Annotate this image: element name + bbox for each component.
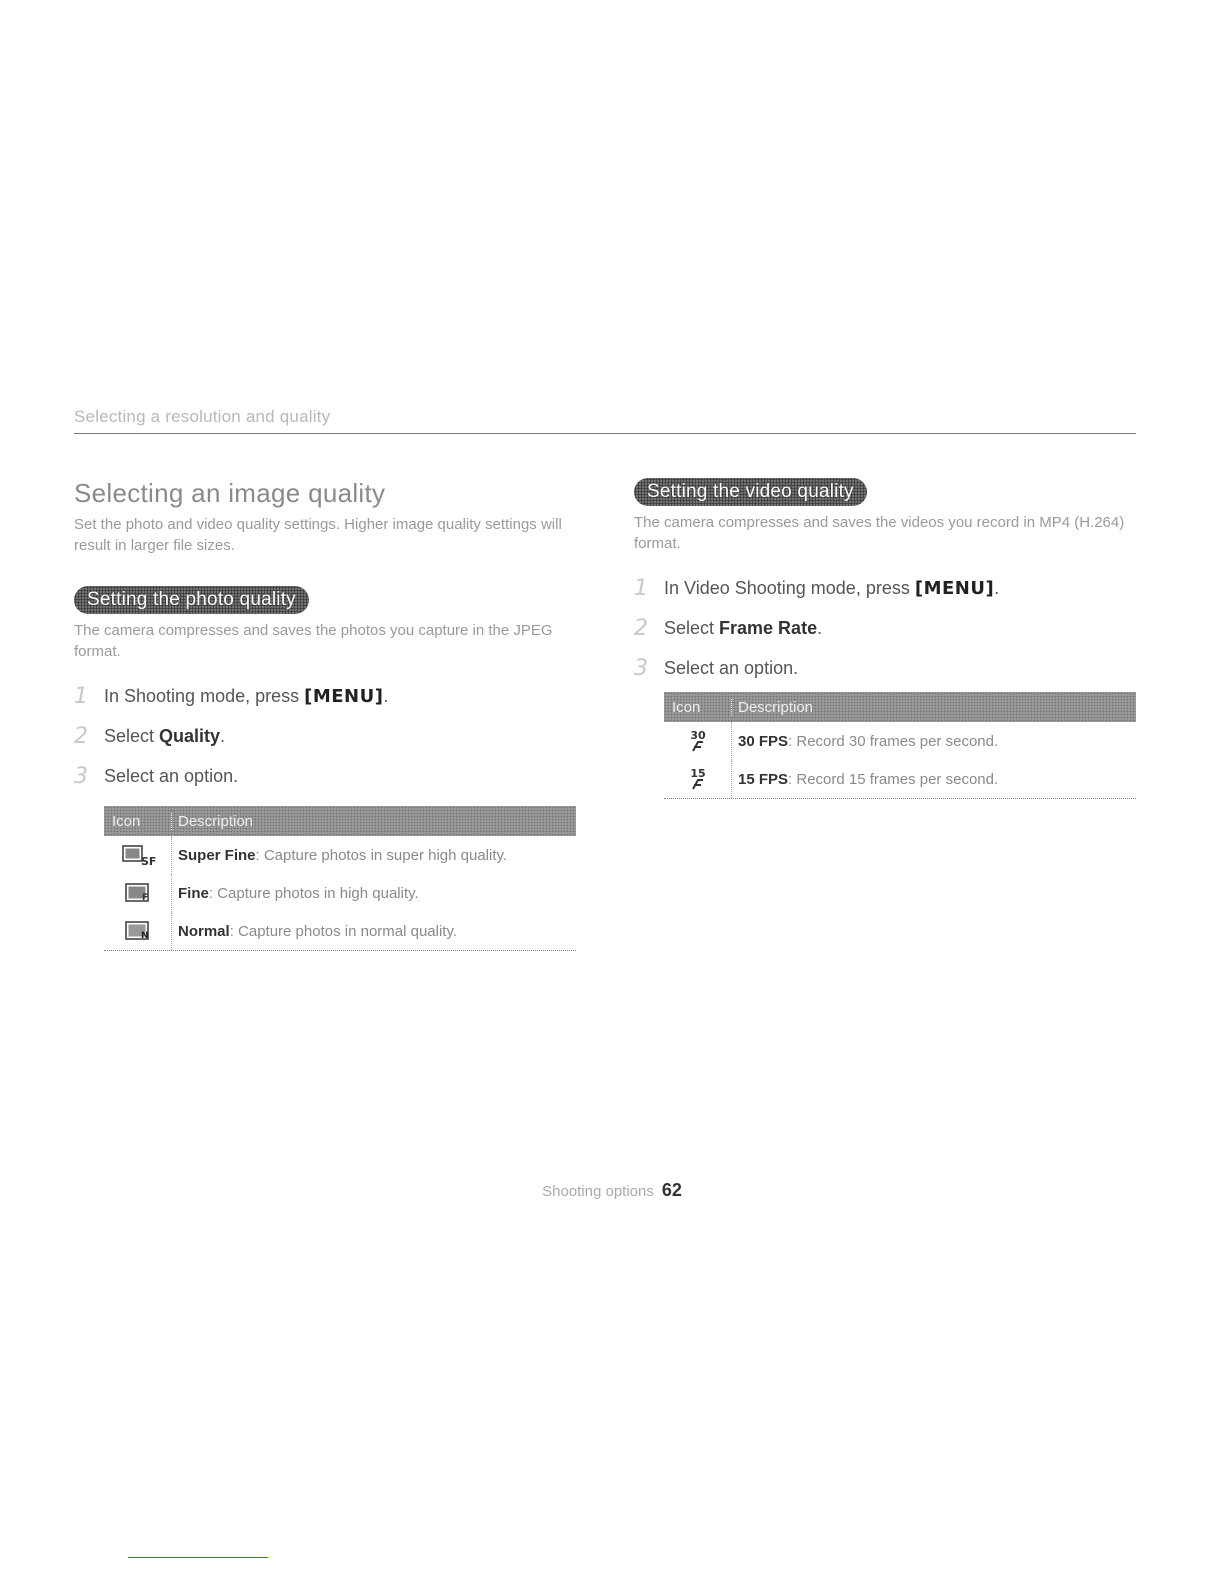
photo-step-2 <box>74 716 576 756</box>
video-steps <box>634 568 1136 688</box>
video-description: The camera compresses and saves the videos you record in MP4 (H.264) format. <box>634 514 1125 552</box>
step-suffix: . <box>220 725 226 746</box>
header-divider <box>74 433 1136 434</box>
step-number: 3 <box>74 763 88 789</box>
step-text: Select an option. <box>104 765 239 786</box>
fps-icon-label: 30 <box>689 729 706 742</box>
menu-key: [MENU] <box>304 685 384 707</box>
footer-section-name: Shooting options <box>542 1183 654 1200</box>
menu-option-frame-rate: Frame Rate <box>719 617 818 638</box>
column-header-description: Description <box>738 698 814 716</box>
video-quality-heading: Setting the video quality <box>634 478 867 506</box>
table-row <box>104 836 576 874</box>
step-number: 1 <box>74 683 88 709</box>
frame-rate-table <box>664 692 1136 799</box>
step-suffix: . <box>994 577 1000 598</box>
running-head: Selecting a resolution and quality <box>74 407 331 426</box>
svg-text:N: N <box>140 931 149 941</box>
option-term: 15 FPS <box>738 770 789 788</box>
15fps-icon <box>685 766 711 792</box>
option-term: Normal <box>178 922 230 940</box>
section-title: Selecting an image quality <box>74 478 386 508</box>
option-description: : Capture photos in normal quality. <box>229 922 458 940</box>
svg-text:F: F <box>141 893 148 903</box>
photo-quality-heading: Setting the photo quality <box>74 586 309 614</box>
option-term: Super Fine <box>178 846 256 864</box>
step-text: Select an option. <box>664 657 799 678</box>
left-column <box>74 478 576 951</box>
footnote-divider <box>128 1557 268 1558</box>
svg-text:SF: SF <box>140 855 156 868</box>
page-footer <box>0 1180 1224 1201</box>
super-fine-quality-icon <box>122 844 154 866</box>
table-row <box>664 760 1136 798</box>
30fps-icon <box>685 728 711 754</box>
column-header-icon: Icon <box>664 699 732 716</box>
step-number: 1 <box>634 575 648 601</box>
step-text: Select <box>664 617 720 638</box>
photo-step-3 <box>74 756 576 796</box>
option-description: : Capture photos in high quality. <box>208 884 419 902</box>
video-step-3 <box>634 648 1136 688</box>
photo-quality-table <box>104 806 576 951</box>
step-number: 2 <box>634 615 648 641</box>
section-intro: Set the photo and video quality settings. Higher image quality settings will result in larger file sizes. <box>74 516 562 554</box>
option-term: Fine <box>178 884 209 902</box>
menu-option-quality: Quality <box>159 725 221 746</box>
normal-quality-icon <box>122 920 154 942</box>
page-number: 62 <box>661 1180 682 1200</box>
fine-quality-icon <box>122 882 154 904</box>
fps-icon-label: 15 <box>689 767 706 780</box>
option-description: : Record 15 frames per second. <box>788 770 999 788</box>
table-header <box>104 806 576 836</box>
option-term: 30 FPS <box>738 732 789 750</box>
step-text: Select <box>104 725 160 746</box>
table-row <box>104 912 576 950</box>
option-description: : Capture photos in super high quality. <box>255 846 508 864</box>
right-column <box>634 478 1136 799</box>
step-number: 3 <box>634 655 648 681</box>
table-row <box>664 722 1136 760</box>
photo-step-1 <box>74 676 576 716</box>
step-suffix: . <box>817 617 823 638</box>
step-text: In Shooting mode, press <box>104 685 305 706</box>
step-number: 2 <box>74 723 88 749</box>
column-header-description: Description <box>178 812 254 830</box>
video-step-1 <box>634 568 1136 608</box>
photo-description: The camera compresses and saves the photos you capture in the JPEG format. <box>74 622 553 660</box>
table-row <box>104 874 576 912</box>
menu-key: [MENU] <box>914 577 995 599</box>
step-text: In Video Shooting mode, press <box>664 577 915 598</box>
photo-steps <box>74 676 576 796</box>
column-header-icon: Icon <box>104 813 172 830</box>
table-header <box>664 692 1136 722</box>
option-description: : Record 30 frames per second. <box>788 732 999 750</box>
video-step-2 <box>634 608 1136 648</box>
step-suffix: . <box>383 685 389 706</box>
